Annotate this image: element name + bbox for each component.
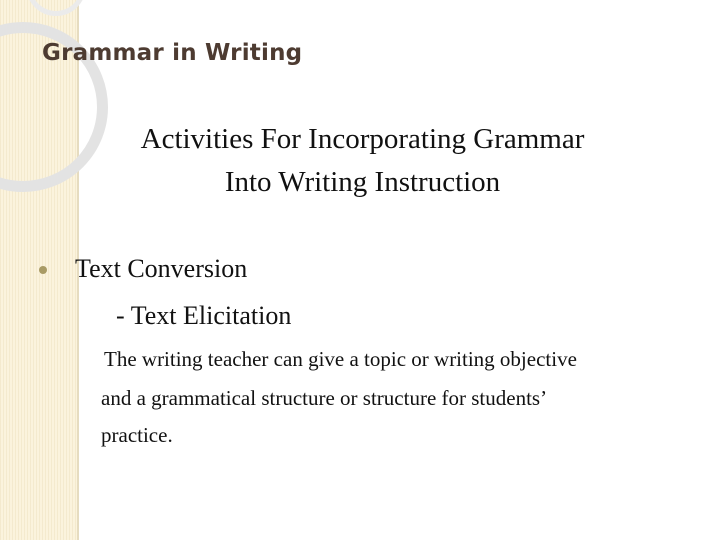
subtitle-line-2: Into Writing Instruction	[224, 166, 501, 198]
slide-title: Grammar in Writing	[42, 40, 303, 66]
body-line-3: practice.	[101, 423, 173, 447]
bullet-dot-icon	[39, 266, 47, 274]
body-line-2: and a grammatical structure or structure for students’	[101, 386, 548, 410]
body-line-1: The writing teacher can give a topic or writing objective	[104, 347, 577, 371]
bullet-text: Text Conversion	[75, 254, 248, 283]
subtitle-line-1: Activities For Incorporating Grammar	[140, 123, 585, 155]
sub-bullet-text: - Text Elicitation	[116, 301, 292, 330]
